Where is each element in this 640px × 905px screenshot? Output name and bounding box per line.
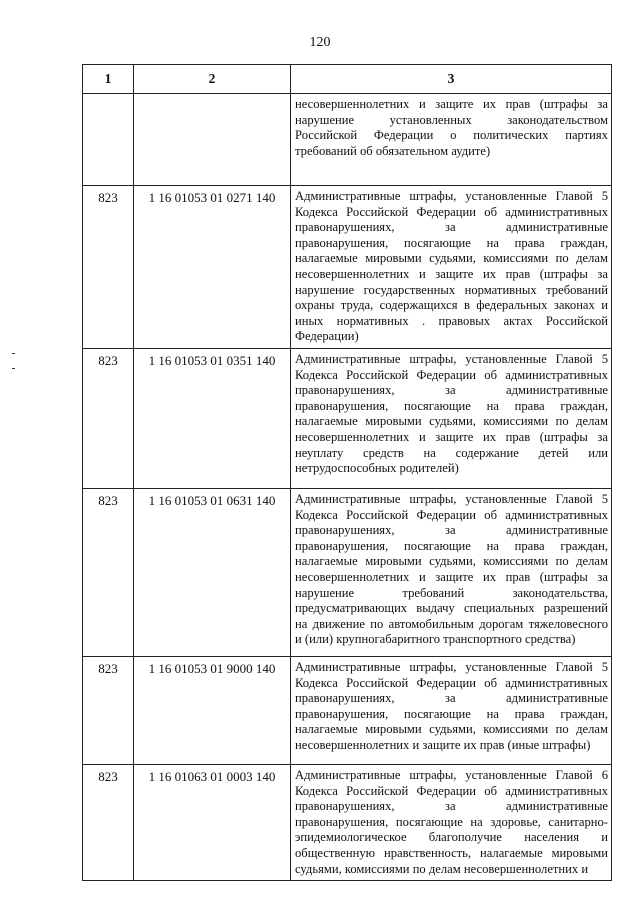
description-line: требований об обязательном аудите) xyxy=(295,143,491,158)
admin-code-cell: 823 xyxy=(83,764,134,880)
description-cell xyxy=(291,764,612,880)
description-line: судьями, комиссиями по делам несовершеннолетних и xyxy=(295,861,589,876)
description-line: Административные штрафы, установленные Главой 5 xyxy=(295,659,608,674)
table-row xyxy=(83,348,612,488)
description-line: нарушение установленных законодательством xyxy=(295,112,608,127)
description-line: налагаемые мировыми судьями, комиссиями по делам xyxy=(295,554,608,569)
description-line: нарушение требований законодательства, xyxy=(295,585,608,600)
table-row xyxy=(83,186,612,349)
description-line: нетрудоспособных родителей) xyxy=(295,461,459,476)
admin-code-cell: 823 xyxy=(83,348,134,488)
description-line: Кодекса Российской Федерации об административных xyxy=(295,675,608,690)
description-line: несовершеннолетних и защите их прав (штрафы за xyxy=(295,266,608,281)
description-line: охраны труда, содержащихся в федеральных законах и xyxy=(295,298,608,313)
revenue-codes-table xyxy=(82,64,612,881)
description-line: эпидемиологическое благополучие населения и xyxy=(295,830,608,845)
description-line: несовершеннолетних и защите их прав (штрафы за xyxy=(295,569,608,584)
budget-code-cell: 1 16 01063 01 0003 140 xyxy=(134,764,291,880)
description-line: несовершеннолетних и защите их прав (штрафы за xyxy=(295,429,608,444)
admin-code-cell: 823 xyxy=(83,488,134,656)
description-cell xyxy=(291,348,612,488)
description-line: правонарушения, посягающие на права граждан, xyxy=(295,538,608,553)
description-line: общественную нравственность, налагаемые мировыми xyxy=(295,845,608,860)
header-col-3: 3 xyxy=(291,65,612,94)
description-line: Административные штрафы, установленные Главой 6 xyxy=(295,767,608,782)
table-row xyxy=(83,764,612,880)
table-row xyxy=(83,488,612,656)
page-number: 120 xyxy=(309,35,331,50)
budget-code-cell: 1 16 01053 01 0351 140 xyxy=(134,348,291,488)
description-line: Кодекса Российской Федерации об административных xyxy=(295,367,608,382)
description-line: Кодекса Российской Федерации об административных xyxy=(295,783,608,798)
description-line: правонарушениях, за административные xyxy=(295,691,608,706)
description-cell xyxy=(291,94,612,186)
description-line: Административные штрафы, установленные Главой 5 xyxy=(295,351,608,366)
admin-code-cell: 823 xyxy=(83,186,134,349)
description-line: и (или) крупногабаритного транспортного средства) xyxy=(295,632,576,647)
description-line: нарушение государственных нормативных требований xyxy=(295,282,608,297)
description-line: Кодекса Российской Федерации об административных xyxy=(295,507,608,522)
description-line: правонарушения, посягающие на права граждан, xyxy=(295,706,608,721)
description-cell xyxy=(291,656,612,764)
description-line: налагаемые мировыми судьями, комиссиями по делам xyxy=(295,414,608,429)
description-line: правонарушения, посягающие на права граждан, xyxy=(295,235,608,250)
header-col-2: 2 xyxy=(134,65,291,94)
table-row xyxy=(83,94,612,186)
budget-code-cell: 1 16 01053 01 0271 140 xyxy=(134,186,291,349)
description-line: иных нормативных . правовых актах Российской xyxy=(295,313,608,328)
margin-mark xyxy=(12,353,15,354)
description-line: правонарушениях, за административные xyxy=(295,523,608,538)
header-row xyxy=(83,65,612,94)
description-line: на движение по автомобильным дорогам тяжеловесного xyxy=(295,616,608,631)
margin-mark xyxy=(12,368,15,369)
admin-code-cell: 823 xyxy=(83,656,134,764)
description-cell xyxy=(291,186,612,349)
description-line: правонарушениях, за административные xyxy=(295,220,608,235)
description-line: предусматривающих выдачу специальных разрешений xyxy=(295,601,608,616)
description-line: Административные штрафы, установленные Главой 5 xyxy=(295,491,608,506)
description-line: Федерации) xyxy=(295,329,359,344)
description-line: Административные штрафы, установленные Главой 5 xyxy=(295,189,608,203)
admin-code-cell xyxy=(83,94,134,186)
table-row xyxy=(83,656,612,764)
description-cell xyxy=(291,488,612,656)
description-line: несовершеннолетних и защите их прав (иные штрафы) xyxy=(295,737,591,752)
description-line: правонарушениях, за административные xyxy=(295,799,608,814)
description-line: правонарушениях, за административные xyxy=(295,383,608,398)
description-line: неуплату средств на содержание детей или xyxy=(295,445,608,460)
description-line: Кодекса Российской Федерации об административных xyxy=(295,204,608,219)
budget-code-cell xyxy=(134,94,291,186)
description-line: Российской Федерации о политических партиях xyxy=(295,128,608,143)
description-line: несовершеннолетних и защите их прав (штрафы за xyxy=(295,97,608,111)
budget-code-cell: 1 16 01053 01 9000 140 xyxy=(134,656,291,764)
description-line: налагаемые мировыми судьями, комиссиями по делам xyxy=(295,251,608,266)
description-line: правонарушения, посягающие на права граждан, xyxy=(295,398,608,413)
description-line: налагаемые мировыми судьями, комиссиями по делам xyxy=(295,722,608,737)
description-line: правонарушения, посягающие на здоровье, санитарно- xyxy=(295,814,608,829)
budget-code-cell: 1 16 01053 01 0631 140 xyxy=(134,488,291,656)
header-col-1: 1 xyxy=(83,65,134,94)
